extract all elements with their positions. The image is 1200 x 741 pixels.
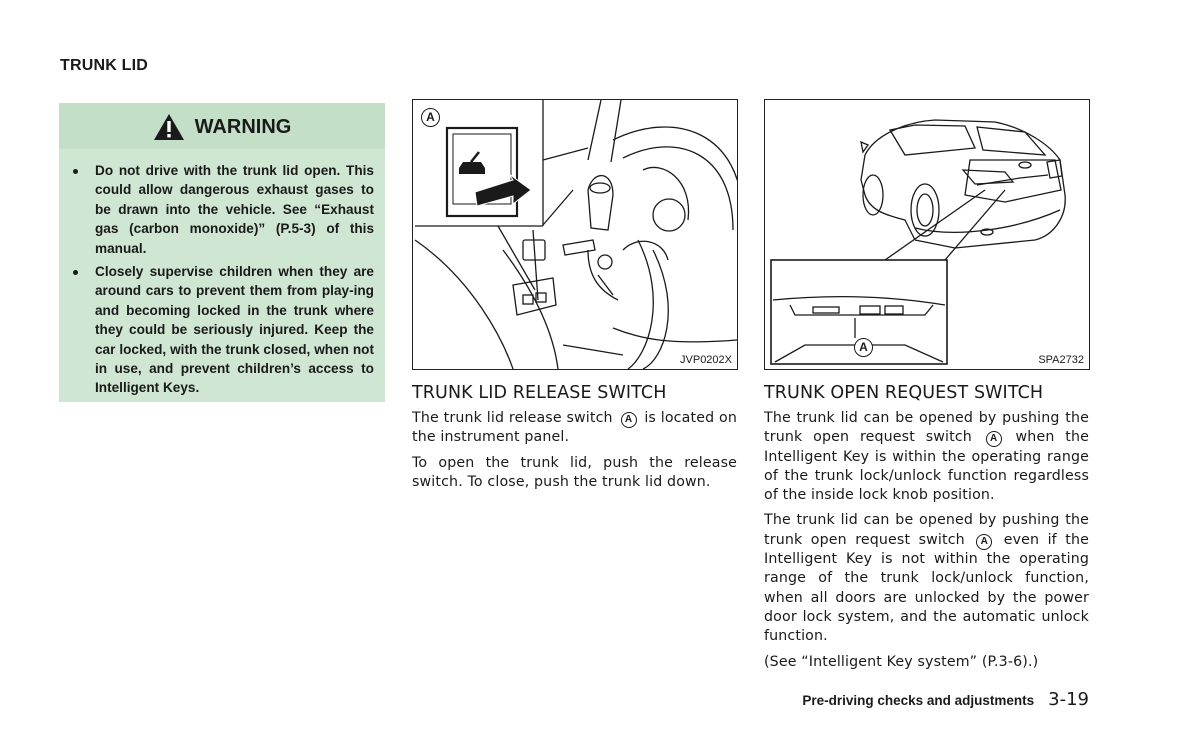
warning-box [59, 103, 385, 402]
marker-a-icon: A [621, 412, 637, 428]
release-switch-paragraph [412, 409, 737, 448]
figure-code: SPA2732 [1038, 354, 1084, 366]
warning-list [59, 161, 385, 398]
open-request-paragraph [764, 409, 1089, 505]
figure-marker-a: A [421, 108, 440, 127]
instrument-panel-figure [412, 99, 738, 370]
text-run: The trunk lid can be opened by pushing the trunk open request switch [764, 410, 1089, 446]
warning-triangle-icon [153, 113, 185, 141]
text-run: even if the Intelligent Key is not within the operating range of the trunk lock/unlock function, when all doors are unlocked by the power door lock system, and the automatic unlock function. [764, 531, 1089, 645]
warning-item: Closely supervise children when they are around cars to prevent them from play-ing and becoming locked in the trunk where they could be seriously injured. Keep the car locked, with the trunk closed, when not in use, and prevent children’s access to Intelligent Keys. [71, 262, 374, 398]
figure-marker-a: A [854, 338, 873, 357]
open-request-section [764, 383, 1089, 678]
release-switch-heading: TRUNK LID RELEASE SWITCH [412, 383, 667, 403]
warning-header [59, 103, 385, 149]
page-number: 3-19 [1048, 689, 1089, 710]
marker-a-icon: A [986, 431, 1002, 447]
open-request-paragraph: (See “Intelligent Key system” (P.3-6).) [764, 653, 1039, 670]
text-run: when the Intelligent Key is within the operating range of the trunk lock/unlock function regardless of the inside lock knob position. [764, 429, 1089, 504]
section-title: TRUNK LID [60, 57, 149, 74]
car-rear-illustration [765, 100, 1089, 369]
text-run: The trunk lid can be opened by pushing the trunk open request switch [764, 512, 1089, 548]
open-request-heading: TRUNK OPEN REQUEST SWITCH [764, 383, 1044, 403]
warning-item: Do not drive with the trunk lid open. This could allow dangerous exhaust gases to be drawn into the vehicle. See “Exhaust gas (carbon monoxide)” (P.5-3) of this manual. [71, 161, 374, 258]
footer-label: Pre-driving checks and adjustments [802, 693, 1035, 708]
release-switch-section [412, 383, 737, 498]
text-run: is located on the instrument panel. [412, 410, 737, 446]
warning-title: WARNING [194, 115, 292, 138]
open-request-paragraph [764, 511, 1089, 646]
figure-code: JVP0202X [680, 354, 732, 366]
text-run: The trunk lid release switch [412, 410, 613, 426]
car-rear-figure [764, 99, 1090, 370]
release-switch-paragraph: To open the trunk lid, push the release switch. To close, push the trunk lid down. [412, 454, 737, 490]
marker-a-icon: A [976, 534, 992, 550]
instrument-panel-illustration [413, 100, 737, 369]
page-footer [802, 689, 1089, 710]
